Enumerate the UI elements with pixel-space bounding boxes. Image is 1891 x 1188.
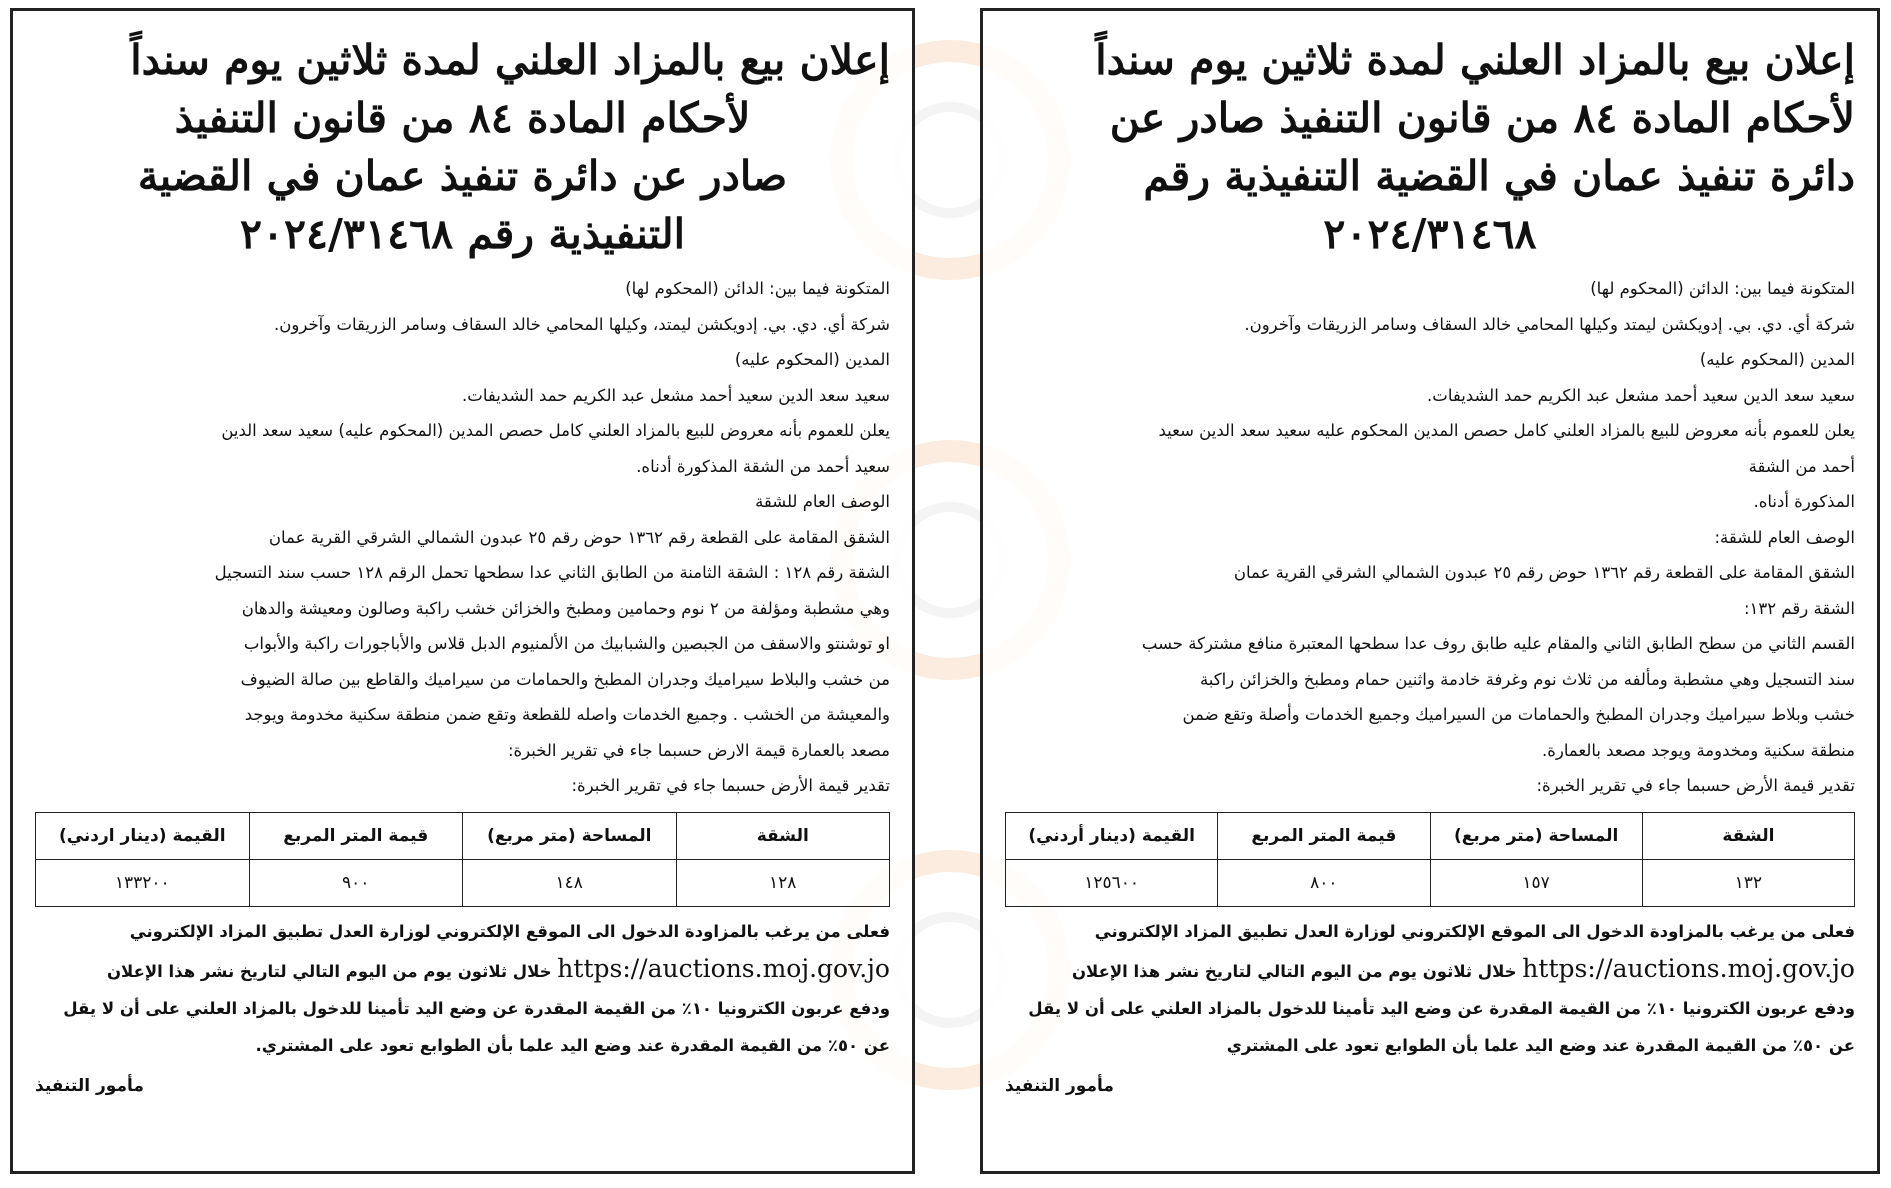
table-header: قيمة المتر المربع	[249, 812, 463, 859]
table-header: قيمة المتر المربع	[1218, 812, 1430, 859]
footer-line: عن ٥٠٪ من القيمة المقدرة عند وضع اليد علما بأن الطوابع تعود على المشتري	[1226, 1035, 1855, 1055]
auction-url-link[interactable]: https://auctions.moj.gov.jo	[557, 953, 890, 983]
footer-line: خلال ثلاثون يوم من اليوم التالي لتاريخ نشر هذا الإعلان	[106, 961, 552, 981]
notice-body	[35, 271, 890, 804]
body-line: الشقق المقامة على القطعة رقم ١٣٦٢ حوض رقم ٢٥ عبدون الشمالي الشرقي القرية عمان	[1233, 563, 1855, 582]
table-header-row	[36, 812, 890, 859]
table-header: القيمة (دينار اردني)	[36, 812, 250, 859]
body-line: شركة أي. دي. بي. إدويكشن ليمتد، وكيلها المحامي خالد السقاف وسامر الزريقات وآخرون.	[274, 314, 890, 334]
title-line: دائرة تنفيذ عمان في القضية التنفيذية رقم	[1143, 152, 1855, 200]
footer-line-with-url	[1005, 950, 1855, 990]
title-line: لأحكام المادة ٨٤ من قانون التنفيذ	[174, 94, 751, 142]
footer-line: ودفع عربون الكترونيا ١٠٪ من القيمة المقدرة عن وضع اليد تأمينا للدخول بالمزاد العلني على أن لا يقل	[63, 998, 890, 1018]
body-line: وهي مشطبة ومؤلفة من ٢ نوم وحمامين ومطبخ والخزائن خشب راكبة وصالون ومعيشة والدهان	[241, 598, 890, 618]
table-cell: ١٢٨	[676, 859, 890, 906]
table-header-row	[1006, 812, 1855, 859]
notice-body	[1005, 271, 1855, 804]
table-cell: ٨٠٠	[1218, 859, 1430, 906]
title-line: لأحكام المادة ٨٤ من قانون التنفيذ صادر عن	[1109, 94, 1855, 142]
footer-line: فعلى من يرغب بالمزاودة الدخول الى الموقع الإلكتروني لوزارة العدل تطبيق المزاد الإلكتروني	[129, 921, 890, 941]
table-row	[36, 859, 890, 906]
body-line: او توشنتو والاسقف من الجبصين والشبابيك من الألمنيوم الدبل قلاس والأباجورات راكبة والأبواب	[243, 634, 890, 653]
body-line: أحمد من الشقة	[1748, 456, 1855, 476]
table-header: المساحة (متر مربع)	[1430, 812, 1642, 859]
body-line: من خشب والبلاط سيراميك وجدران المطبخ والحمامات من سيراميك والقاطع بين صالة الضيوف	[240, 669, 890, 689]
body-line: الشقق المقامة على القطعة رقم ١٣٦٢ حوض رقم ٢٥ عبدون الشمالي الشرقي القرية عمان	[268, 527, 890, 547]
body-line: تقدير قيمة الأرض حسبما جاء في تقرير الخبرة:	[571, 776, 890, 795]
footer-line: عن ٥٠٪ من القيمة المقدرة عند وضع اليد علما بأن الطوابع تعود على المشتري.	[255, 1035, 890, 1055]
footer-line: خلال ثلاثون يوم من اليوم التالي لتاريخ نشر هذا الإعلان	[1071, 961, 1517, 981]
body-line: المدين (المحكوم عليه)	[1699, 350, 1855, 369]
table-cell: ٩٠٠	[249, 859, 463, 906]
table-cell: ١٤٨	[463, 859, 677, 906]
body-line: يعلن للعموم بأنه معروض للبيع بالمزاد العلني كامل حصص المدين (المحكوم عليه) سعيد سعد الدين	[221, 421, 890, 440]
enforcement-officer-signature: مأمور التنفيذ	[1005, 1075, 1114, 1096]
body-line: تقدير قيمة الأرض حسبما جاء في تقرير الخبرة:	[1536, 776, 1855, 795]
valuation-table	[1005, 812, 1855, 907]
body-line: سعيد سعد الدين سعيد أحمد مشعل عبد الكريم حمد الشديفات.	[462, 385, 890, 405]
notice-footer	[35, 913, 890, 1064]
body-line: الوصف العام للشقة	[755, 492, 890, 511]
body-line: مصعد بالعمارة قيمة الارض حسبما جاء في تقرير الخبرة:	[507, 740, 890, 760]
footer-line-with-url	[35, 950, 890, 990]
body-line: الشقة رقم ١٢٨ : الشقة الثامنة من الطابق الثاني عدا سطحها تحمل الرقم ١٢٨ حسب سند التسجيل	[214, 563, 890, 582]
body-line: يعلن للعموم بأنه معروض للبيع بالمزاد العلني كامل حصص المدين المحكوم عليه سعيد سعد الدين سعيد	[1158, 421, 1855, 440]
body-line: شركة أي. دي. بي. إدويكشن ليمتد وكيلها المحامي خالد السقاف وسامر الزريقات وآخرون.	[1244, 314, 1855, 334]
table-cell: ١٣٢	[1642, 859, 1854, 906]
table-row	[1006, 859, 1855, 906]
body-line: المدين (المحكوم عليه)	[734, 350, 890, 369]
table-cell: ١٢٥٦٠٠	[1006, 859, 1218, 906]
valuation-table	[35, 812, 890, 907]
title-line: التنفيذية رقم ٢٠٢٤/٣١٤٦٨	[239, 210, 686, 258]
title-line: إعلان بيع بالمزاد العلني لمدة ثلاثين يوم سنداً	[1095, 36, 1855, 84]
body-line: سند التسجيل وهي مشطبة ومألفه من ثلاث نوم وغرفة خادمة واثنين حمام ومطبخ والخزائن راكبة	[1199, 669, 1855, 689]
body-line: المذكورة أدناه.	[1753, 492, 1855, 511]
auction-notice-left	[10, 8, 915, 1174]
enforcement-officer-signature: مأمور التنفيذ	[35, 1075, 144, 1096]
body-line: المتكونة فيما بين: الدائن (المحكوم لها)	[1590, 279, 1855, 298]
table-cell: ١٥٧	[1430, 859, 1642, 906]
notice-title	[1005, 31, 1855, 263]
body-line: سعيد سعد الدين سعيد أحمد مشعل عبد الكريم حمد الشديفات.	[1427, 385, 1855, 405]
auction-notice-right	[980, 8, 1880, 1174]
body-line: القسم الثاني من سطح الطابق الثاني والمقام عليه طابق روف عدا سطحها المعتبرة منافع مشتركة حسب	[1141, 634, 1855, 653]
table-header: المساحة (متر مربع)	[463, 812, 677, 859]
footer-line: ودفع عربون الكترونيا ١٠٪ من القيمة المقدرة عن وضع اليد تأمينا للدخول بالمزاد العلني على أن لا يقل	[1028, 998, 1855, 1018]
body-line: منطقة سكنية ومخدومة ويوجد مصعد بالعمارة.	[1541, 740, 1855, 760]
body-line: الوصف العام للشقة:	[1714, 527, 1855, 547]
body-line: الشقة رقم ١٣٢:	[1743, 598, 1855, 618]
table-header: القيمة (دينار أردني)	[1006, 812, 1218, 859]
notice-footer	[1005, 913, 1855, 1064]
title-line: إعلان بيع بالمزاد العلني لمدة ثلاثين يوم سنداً	[130, 36, 890, 84]
table-header: الشقة	[676, 812, 890, 859]
table-cell: ١٣٣٢٠٠	[36, 859, 250, 906]
title-line: صادر عن دائرة تنفيذ عمان في القضية	[137, 152, 788, 200]
footer-line: فعلى من يرغب بالمزاودة الدخول الى الموقع الإلكتروني لوزارة العدل تطبيق المزاد الإلكتروني	[1094, 921, 1855, 941]
title-line: ٢٠٢٤/٣١٤٦٨	[1323, 210, 1537, 258]
body-line: خشب وبلاط سيراميك وجدران المطبخ والحمامات من السيراميك وجميع الخدمات وأصلة وتقع ضمن	[1182, 705, 1855, 724]
body-line: المتكونة فيما بين: الدائن (المحكوم لها)	[625, 279, 890, 298]
notice-title	[35, 31, 890, 263]
body-line: والمعيشة من الخشب . وجميع الخدمات واصله للقطعة وتقع ضمن منطقة سكنية مخدومة ويوجد	[244, 705, 890, 724]
table-header: الشقة	[1642, 812, 1854, 859]
auction-url-link[interactable]: https://auctions.moj.gov.jo	[1522, 953, 1855, 983]
body-line: سعيد أحمد من الشقة المذكورة أدناه.	[636, 456, 890, 476]
